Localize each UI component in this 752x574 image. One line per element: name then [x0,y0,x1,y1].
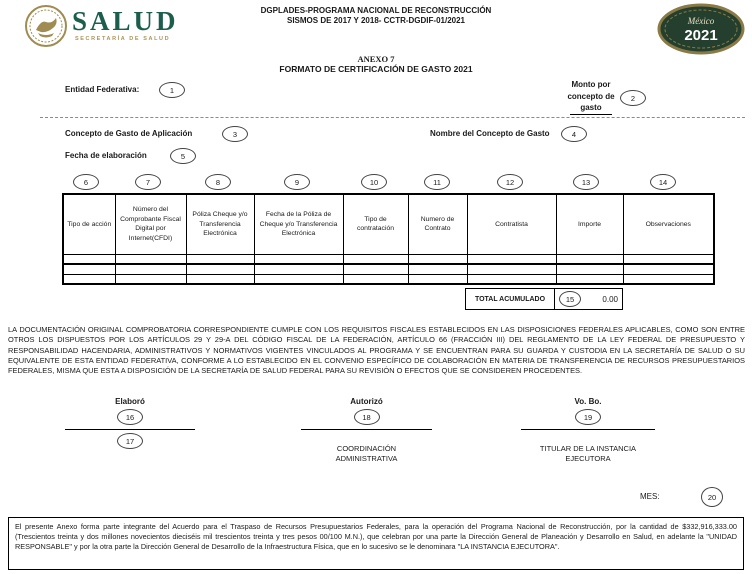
svg-text:2021: 2021 [684,27,718,44]
table-cell [186,254,254,264]
mexico-2021-badge-icon [655,2,747,61]
table-row [63,264,714,274]
table-cell [254,254,343,264]
marker-17: 17 [117,433,143,449]
salud-seal-icon [24,4,68,53]
marker-10: 10 [361,174,387,190]
vobo-signature-line [521,429,655,430]
table-cell [408,274,467,284]
marker-16: 16 [117,409,143,425]
table-row [63,274,714,284]
footer-paragraph: El presente Anexo forma parte integrante del Acuerdo para el Traspaso de Recursos Presupuestarios Federales, para la operación del Programa Nacional de Reconstrucción, por la cantidad de $332,916,333.00 (Trescientos treinta y dos millones novecientos dieciséis mil trescientos treinta y tres pesos 00/100 M.N.), que celebran por una parte la Dirección General de Planeación y Desarrollo en Salud, en adelante la "UNIDAD RESPONSABLE" y por la otra parte la Dirección General de Desarrollo de la Infraestructura Física, que en lo sucesivo se le denominara "LA INSTANCIA EJECUTORA". [15,522,737,552]
entidad-federativa-label: Entidad Federativa: [65,85,140,94]
vobo-role: TITULAR DE LA INSTANCIA EJECUTORA [539,444,637,463]
formato-title: FORMATO DE CERTIFICACIÓN DE GASTO 2021 [279,64,473,74]
marker-6: 6 [73,174,99,190]
table-cell [115,254,186,264]
table-cell [623,274,714,284]
table-cell [467,274,556,284]
marker-12: 12 [497,174,523,190]
dotted-divider [40,117,745,118]
table-cell [556,264,623,274]
marker-7: 7 [135,174,161,190]
marker-5: 5 [170,148,196,164]
table-cell [556,254,623,264]
marker-19: 19 [575,409,601,425]
table-cell [408,254,467,264]
monto-line1: Monto por [571,80,611,89]
marker-14: 14 [650,174,676,190]
column-header-5: Numero de Contrato [408,194,467,254]
table-cell [408,264,467,274]
marker-3: 3 [222,126,248,142]
table-cell [254,274,343,284]
table-cell [186,274,254,284]
table-cell [343,274,408,284]
table-body [63,254,714,284]
program-title-line1: DGPLADES-PROGRAMA NACIONAL DE RECONSTRUCCIÓN [260,6,492,15]
column-header-8: Observaciones [623,194,714,254]
table-header-row [63,194,714,254]
column-header-6: Contratista [467,194,556,254]
table-cell [63,254,115,264]
table-cell [115,264,186,274]
total-acumulado-box [465,288,623,310]
anexo-title: ANEXO 7 [357,54,395,64]
svg-text:México: México [687,16,715,26]
salud-wordmark-subtitle: SECRETARÍA DE SALUD [75,36,171,42]
gasto-table [62,193,715,285]
autorizo-signature-line [301,429,432,430]
column-header-1: Número del Comprobante Fiscal Digital por Internet(CFDI) [115,194,186,254]
table-cell [343,264,408,274]
monto-line2: concepto de [567,91,615,101]
fecha-elaboracion-label: Fecha de elaboración [65,151,147,160]
table-row [63,254,714,264]
marker-13: 13 [573,174,599,190]
column-header-7: Importe [556,194,623,254]
marker-4: 4 [561,126,587,142]
marker-20: 20 [701,487,723,507]
autorizo-label: Autorizó [350,397,383,406]
table-cell [186,264,254,274]
marker-8: 8 [205,174,231,190]
concepto-gasto-label: Concepto de Gasto de Aplicación [65,129,193,138]
marker-9: 9 [284,174,310,190]
column-header-2: Póliza Cheque y/o Transferencia Electrónica [186,194,254,254]
nombre-concepto-label: Nombre del Concepto de Gasto [430,129,550,138]
vobo-label: Vo. Bo. [574,397,602,406]
column-header-3: Fecha de la Póliza de Cheque y/o Transferencia Electrónica [254,194,343,254]
certification-paragraph: LA DOCUMENTACIÓN ORIGINAL COMPROBATORIA CORRESPONDIENTE CUMPLE CON LOS REQUISITOS FISCALES ESTABLECIDOS EN LAS DISPOSICIONES FEDERALES APLICABLES, COMO SON ENTRE OTROS LOS DISPUESTOS POR LOS ARTÍCULOS 29 Y 29-A DEL CÓDIGO FISCAL DE LA FEDERACIÓN, ARTÍCULO 66 (FRACCIÓN III) DEL REGLAMENTO DE LA LEY FEDERAL DE PRESUPUESTO Y RESPONSABILIDAD HACENDARIA, ADMINISTRATIVOS Y NORMATIVOS VIGENTES VINCULADOS AL PROGRAMA Y SE ENCUENTRAN PARA SU GUARDA Y CUSTODIA EN LA SECRETARÍA DE SALUD O SU EQUIVALENTE DE ESTA ENTIDAD FEDERATIVA, CONFORME A LO ESTABLECIDO EN EL CONVENIO ESPECÍFICO DE COLABORACIÓN EN MATERIA DE TRANSFERENCIA DE RECURSOS PRESUPUESTARIOS FEDERALES, MISMA QUE ESTA A DISPOSICIÓN DE LA SECRETARÍA DE SALUD FEDERAL PARA SU REVISIÓN O EFECTOS QUE SE CONSIDEREN PROCEDENTES. [8,325,745,376]
table-cell [467,264,556,274]
table-cell [467,254,556,264]
program-title-line2: SISMOS DE 2017 Y 2018- CCTR-DGDIF-01/2021 [287,16,465,25]
salud-wordmark: SALUD [72,6,179,36]
table-cell [556,274,623,284]
footer-note-box [8,517,744,570]
marker-2: 2 [620,90,646,106]
table-cell [623,264,714,274]
marker-1: 1 [159,82,185,98]
monto-line3: gasto [570,102,611,115]
elaboro-label: Elaboró [115,397,145,406]
elaboro-signature-line [65,429,195,430]
table-cell [254,264,343,274]
marker-15: 15 [559,291,581,307]
table-cell [623,254,714,264]
autorizo-role: COORDINACIÓN ADMINISTRATIVA [335,444,398,463]
column-header-4: Tipo de contratación [343,194,408,254]
table-cell [343,254,408,264]
total-acumulado-label: TOTAL ACUMULADO [466,289,555,309]
marker-18: 18 [354,409,380,425]
marker-11: 11 [424,174,450,190]
column-header-0: Tipo de acción [63,194,115,254]
table-cell [63,264,115,274]
mes-label: MES: [640,492,660,501]
total-acumulado-value: 0.00 [602,294,618,304]
table-cell [63,274,115,284]
table-cell [115,274,186,284]
